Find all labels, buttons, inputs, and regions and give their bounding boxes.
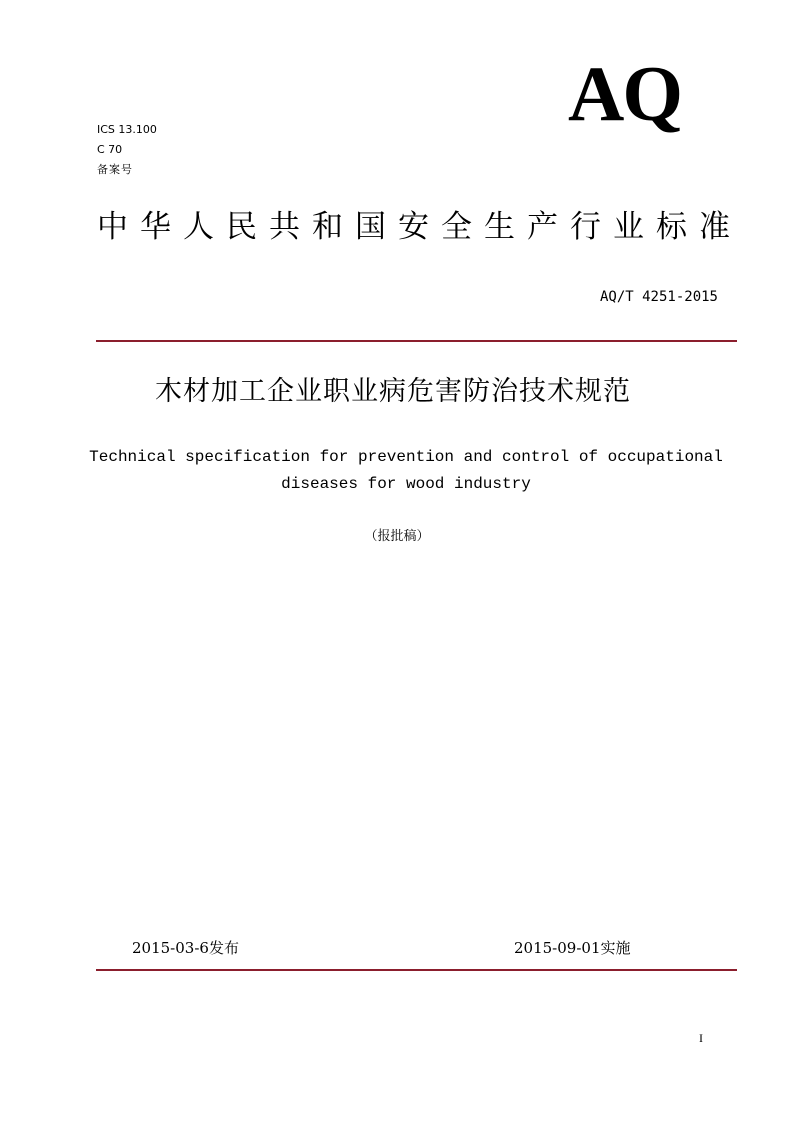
top-divider xyxy=(96,340,737,342)
document-title-chinese: 木材加工企业职业病危害防治技术规范 xyxy=(155,376,631,407)
standard-number: AQ/T 4251-2015 xyxy=(599,289,718,305)
implementation-date: 2015-09-01实施 xyxy=(514,939,631,957)
bottom-divider xyxy=(96,969,737,971)
page-number: I xyxy=(699,1031,703,1045)
industry-standard-title: 中华人民共和国安全生产行业标准 xyxy=(97,209,742,245)
document-title-english: Technical specification for prevention and control of occupational diseases for wood industry xyxy=(89,448,723,493)
aq-standard-logo: AQ xyxy=(568,50,681,137)
classification-code: C 70 xyxy=(97,143,123,156)
record-number-label: 备案号 xyxy=(97,163,133,176)
draft-status-note: （报批稿） xyxy=(364,529,430,544)
ics-code: ICS 13.100 xyxy=(97,123,157,136)
release-date: 2015-03-6发布 xyxy=(132,939,239,957)
